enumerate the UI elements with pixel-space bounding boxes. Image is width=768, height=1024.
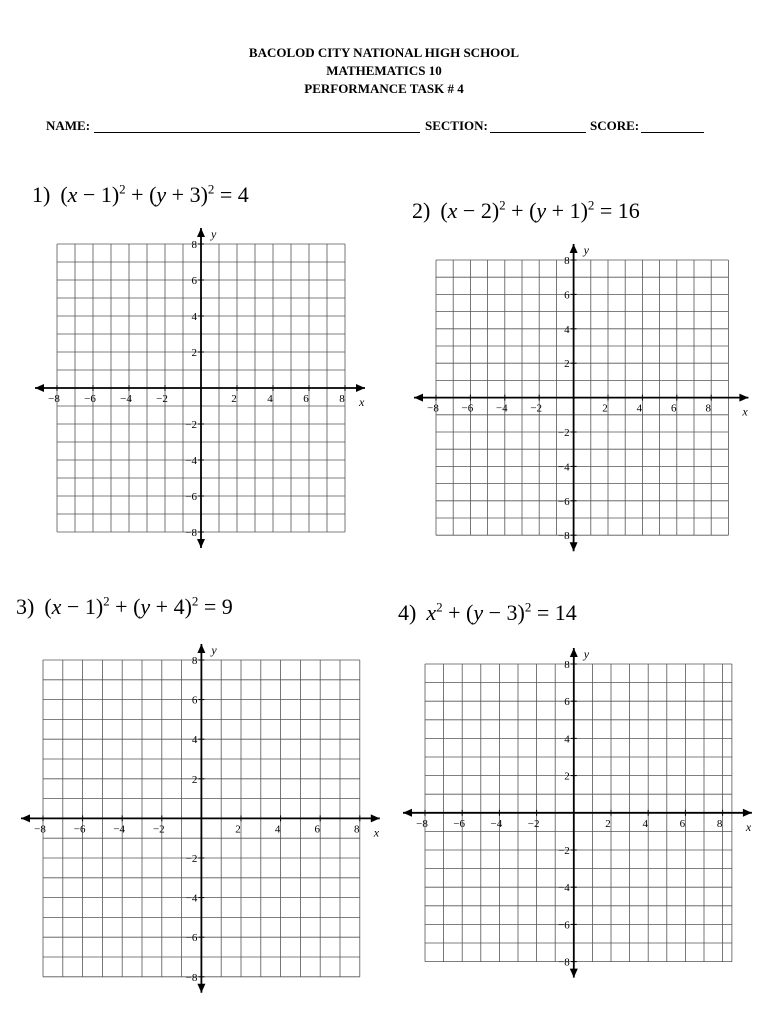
y-tick-label: 4 (191, 311, 197, 323)
x-tick-label: −4 (120, 393, 132, 405)
x-axis-arrow-right (356, 384, 365, 392)
y-tick-label: 4 (564, 733, 570, 746)
coordinate-grid-4[interactable] (402, 642, 764, 982)
y-axis-label: y (211, 643, 217, 657)
exponent: 2 (587, 198, 595, 213)
equation-text: + ( (109, 594, 141, 620)
x-tick-label: 2 (602, 402, 608, 415)
equation-text: − 3) (483, 600, 525, 626)
variable: y (156, 182, 167, 208)
y-tick-label: −6 (185, 491, 197, 503)
x-tick-label: −4 (495, 402, 508, 415)
name-blank[interactable] (94, 132, 420, 133)
equation-text: = 16 (594, 198, 640, 224)
y-axis-arrow-down (197, 984, 205, 993)
x-axis-arrow-left (403, 809, 412, 817)
y-tick-label: 8 (191, 655, 198, 667)
x-axis-label: x (745, 819, 752, 834)
y-tick-label: −8 (557, 530, 570, 543)
exponent: 2 (524, 600, 532, 615)
x-tick-label: 8 (705, 402, 711, 415)
problem-number: 1) (32, 182, 51, 208)
x-tick-label: 6 (303, 393, 309, 405)
equation-text: + ( (505, 198, 537, 224)
variable: x (67, 182, 78, 208)
x-axis-label: x (742, 404, 748, 419)
exponent: 2 (191, 594, 199, 609)
y-tick-label: 4 (564, 323, 570, 336)
x-tick-label: 4 (636, 402, 643, 415)
problem-4 (398, 600, 577, 626)
x-tick-label: −4 (113, 823, 126, 836)
y-tick-label: 6 (564, 289, 570, 302)
equation-text: + ( (125, 182, 157, 208)
student-info-line (46, 118, 746, 136)
exponent: 2 (119, 182, 126, 197)
problem-2 (412, 198, 640, 224)
x-axis-arrow-right (371, 814, 380, 822)
school-name: BACOLOD CITY NATIONAL HIGH SCHOOL (248, 45, 520, 60)
x-tick-label: −4 (490, 817, 503, 830)
coordinate-grid-1[interactable] (36, 226, 386, 551)
y-tick-label: −8 (185, 971, 198, 984)
y-tick-label: 2 (564, 358, 570, 371)
equation-text: − 1) (61, 594, 104, 620)
y-tick-label: −8 (185, 527, 197, 539)
y-tick-label: 8 (564, 659, 570, 671)
problem-number: 2) (412, 198, 431, 224)
section-blank[interactable] (490, 132, 586, 133)
y-tick-label: −6 (557, 495, 570, 508)
y-tick-label: 6 (191, 275, 197, 287)
score-blank[interactable] (641, 132, 704, 133)
x-tick-label: 8 (354, 823, 360, 836)
y-tick-label: −8 (558, 956, 570, 969)
x-tick-label: 2 (235, 823, 241, 836)
x-tick-label: 4 (642, 817, 648, 830)
y-axis-arrow-up (197, 228, 205, 237)
y-tick-label: 4 (191, 734, 198, 747)
x-tick-label: 8 (716, 817, 723, 830)
problem-3 (16, 594, 233, 620)
y-tick-label: −2 (557, 427, 570, 439)
problem-equation (426, 600, 576, 625)
y-axis-arrow-down (570, 969, 578, 978)
variable: y (536, 198, 547, 224)
y-axis-arrow-down (197, 539, 205, 548)
x-tick-label: −6 (453, 817, 466, 830)
equation-text: − 2) (457, 198, 500, 224)
x-tick-label: −8 (34, 823, 46, 836)
variable: y (140, 594, 151, 620)
equation-text: ( (440, 198, 448, 224)
y-axis-arrow-down (570, 542, 578, 551)
x-tick-label: 4 (274, 823, 281, 836)
equation-text: + 1) (546, 198, 588, 224)
problem-1 (32, 182, 249, 208)
x-tick-label: −6 (84, 393, 96, 405)
x-tick-label: −2 (530, 402, 543, 415)
y-axis-label: y (583, 243, 589, 257)
problem-equation (60, 182, 248, 207)
equation-text: + ( (442, 600, 474, 626)
equation-text: + 3) (166, 182, 208, 208)
y-axis-label: y (583, 647, 590, 661)
section-label: SECTION: (425, 118, 488, 133)
y-tick-label: 2 (191, 347, 197, 359)
y-tick-label: −6 (558, 919, 570, 932)
x-tick-label: 2 (231, 393, 237, 405)
y-tick-label: −2 (185, 853, 198, 865)
x-tick-label: −2 (527, 817, 540, 830)
task-title: PERFORMANCE TASK # 4 (304, 81, 464, 96)
x-tick-label: 2 (605, 817, 611, 830)
equation-text: ( (60, 182, 68, 208)
exponent: 2 (207, 182, 215, 197)
x-tick-label: 4 (267, 393, 273, 405)
y-tick-label: −4 (185, 455, 197, 467)
x-tick-label: −2 (152, 823, 165, 836)
problem-equation (44, 594, 232, 619)
coordinate-grid-3[interactable] (20, 640, 390, 985)
y-tick-label: 8 (191, 239, 197, 251)
coordinate-grid-2[interactable] (414, 238, 764, 558)
equation-text: = 14 (531, 600, 577, 626)
equation-text: − 1) (77, 182, 120, 208)
x-axis-arrow-left (35, 384, 44, 392)
x-axis-arrow-left (414, 394, 423, 402)
y-tick-label: −2 (558, 845, 570, 857)
exponent: 2 (499, 198, 506, 213)
y-tick-label: 6 (191, 694, 198, 707)
x-tick-label: −2 (156, 393, 168, 405)
x-tick-label: 6 (314, 823, 320, 836)
equation-text: ( (44, 594, 52, 620)
y-tick-label: −6 (185, 932, 198, 945)
variable: x (51, 594, 62, 620)
x-tick-label: −8 (48, 393, 60, 405)
y-tick-label: −4 (558, 882, 570, 895)
x-tick-label: 6 (679, 817, 686, 830)
x-tick-label: −8 (427, 402, 439, 415)
y-tick-label: −4 (185, 892, 198, 905)
x-axis-arrow-left (21, 814, 30, 822)
y-tick-label: −2 (185, 419, 197, 431)
y-axis-label: y (211, 227, 217, 241)
problem-number: 4) (398, 600, 417, 626)
name-label: NAME: (46, 118, 91, 133)
x-axis-arrow-right (743, 809, 752, 817)
x-axis-label: x (373, 825, 380, 840)
y-tick-label: 6 (564, 696, 570, 709)
equation-text: + 4) (150, 594, 192, 620)
y-axis-arrow-up (570, 648, 578, 657)
x-axis-arrow-right (739, 394, 748, 402)
x-tick-label: 8 (339, 393, 345, 405)
document-header (0, 44, 768, 98)
exponent: 2 (103, 594, 110, 609)
subject-title: MATHEMATICS 10 (326, 63, 442, 78)
variable: x (447, 198, 458, 224)
x-tick-label: −6 (461, 402, 474, 415)
variable: y (473, 600, 484, 626)
variable: x (426, 600, 437, 626)
x-tick-label: −8 (416, 817, 428, 830)
equation-text: = 9 (198, 594, 233, 620)
y-axis-arrow-up (197, 644, 205, 653)
equation-text: = 4 (214, 182, 249, 208)
x-tick-label: −6 (73, 823, 86, 836)
exponent: 2 (436, 600, 443, 615)
y-tick-label: 8 (564, 255, 570, 267)
score-label: SCORE: (590, 118, 640, 133)
problem-number: 3) (16, 594, 35, 620)
y-axis-arrow-up (570, 244, 578, 253)
y-tick-label: 2 (191, 773, 198, 786)
x-tick-label: 6 (671, 402, 677, 415)
x-axis-label: x (359, 395, 365, 409)
y-tick-label: 2 (564, 770, 570, 783)
problem-equation (440, 198, 639, 223)
y-tick-label: −4 (557, 461, 570, 474)
